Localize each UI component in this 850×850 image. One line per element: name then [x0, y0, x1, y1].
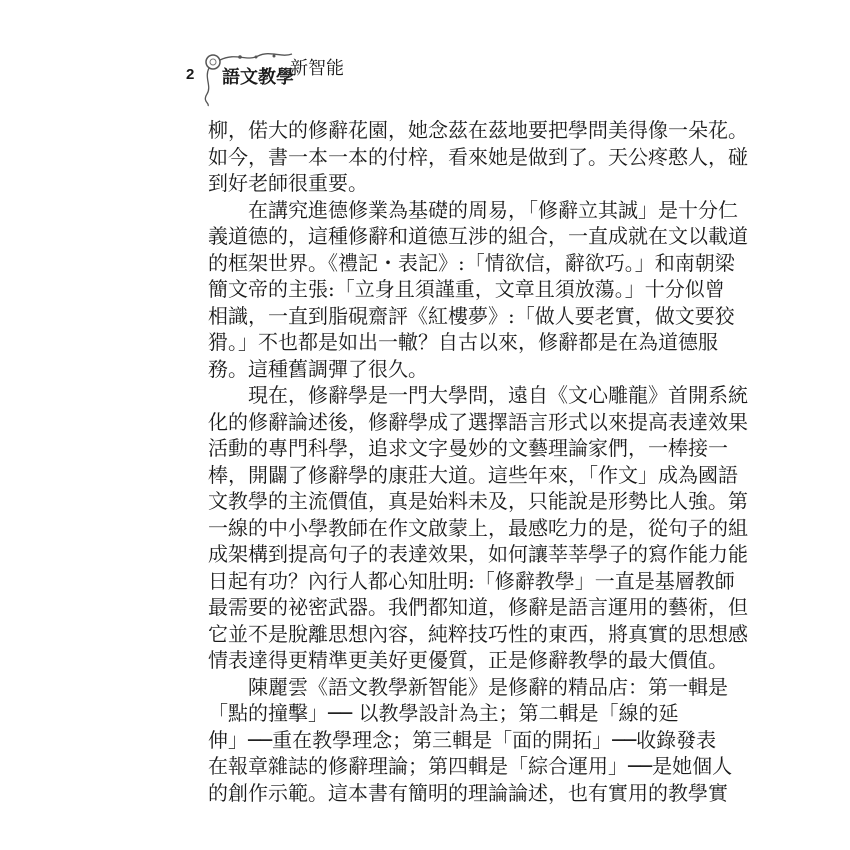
text-line: 義道德的，這種修辭和道德互涉的組合，一直成就在文以載道 — [208, 224, 748, 248]
paragraph — [208, 674, 733, 807]
text-line: 相識，一直到脂硯齋評《紅樓夢》:「做人要老實，做文要狡 — [208, 303, 735, 328]
text-line: 如今，書一本一本的付梓，看來她是做到了。天公疼憨人，碰 — [208, 144, 748, 169]
text-line: 最需要的祕密武器。我們都知道，修辭是語言運用的藝術，但 — [208, 595, 748, 619]
text-line: 的創作示範。這本書有簡明的理論論述，也有實用的教學實 — [208, 780, 728, 805]
text-line: 簡文帝的主張:「立身且須謹重，文章且須放蕩。」十分似曾 — [208, 277, 725, 301]
paragraph — [208, 117, 748, 197]
book-title-sub: 新智能 — [290, 58, 344, 79]
paragraph — [208, 382, 748, 674]
text-line: 伸」──重在教學理念；第三輯是「面的開拓」──收錄發表 — [208, 727, 717, 752]
page-number: 2 — [186, 66, 195, 83]
text-line: 在講究進德修業為基礎的周易，「修辭立其誠」是十分仁 — [248, 197, 738, 222]
text-line: 柳，偌大的修辭花園，她念茲在茲地要把學問美得像一朵花。 — [208, 118, 748, 142]
text-line: 棒，開闢了修辭學的康莊大道。這些年來，「作文」成為國語 — [208, 462, 738, 487]
body-text — [208, 117, 748, 806]
text-line: 一線的中小學教師在作文啟蒙上，最感吃力的是，從句子的組 — [208, 515, 748, 540]
text-line: 到好老師很重要。 — [208, 171, 368, 195]
book-title-main: 語文教學 — [222, 67, 294, 88]
text-line: 日起有功？內行人都心知肚明:「修辭教學」一直是基層教師 — [208, 568, 735, 593]
text-line: 務。這種舊調彈了很久。 — [208, 356, 428, 381]
text-line: 陳麗雲《語文教學新智能》是修辭的精品店：第一輯是 — [248, 674, 728, 699]
paragraph — [208, 197, 748, 383]
text-line: 現在，修辭學是一門大學問，遠自《文心雕龍》首開系統 — [248, 383, 748, 407]
text-line: 化的修辭論述後，修辭學成了選擇語言形式以來提高表達效果 — [208, 409, 748, 434]
text-line: 情表達得更精準更美好更優質，正是修辭教學的最大價值。 — [208, 648, 728, 672]
text-line: 「點的撞擊」── 以教學設計為主；第二輯是「線的延 — [208, 701, 679, 725]
text-line: 在報章雜誌的修辭理論；第四輯是「綜合運用」──是她個人 — [208, 754, 733, 778]
text-line: 活動的專門科學，追求文字曼妙的文藝理論家們，一棒接一 — [208, 436, 728, 460]
text-line: 成架構到提高句子的表達效果，如何讓莘莘學子的寫作能力能 — [208, 542, 748, 566]
text-line: 猾。」不也都是如出一轍？自古以來，修辭都是在為道德服 — [208, 330, 718, 354]
text-line: 的框架世界。《禮記・表記》:「情欲信，辭欲巧。」和南朝梁 — [208, 250, 735, 275]
text-line: 它並不是脫離思想內容，純粹技巧性的東西，將真實的思想感 — [208, 621, 748, 646]
text-line: 文教學的主流價值，真是始料未及，只能說是形勢比人強。第 — [208, 489, 748, 513]
